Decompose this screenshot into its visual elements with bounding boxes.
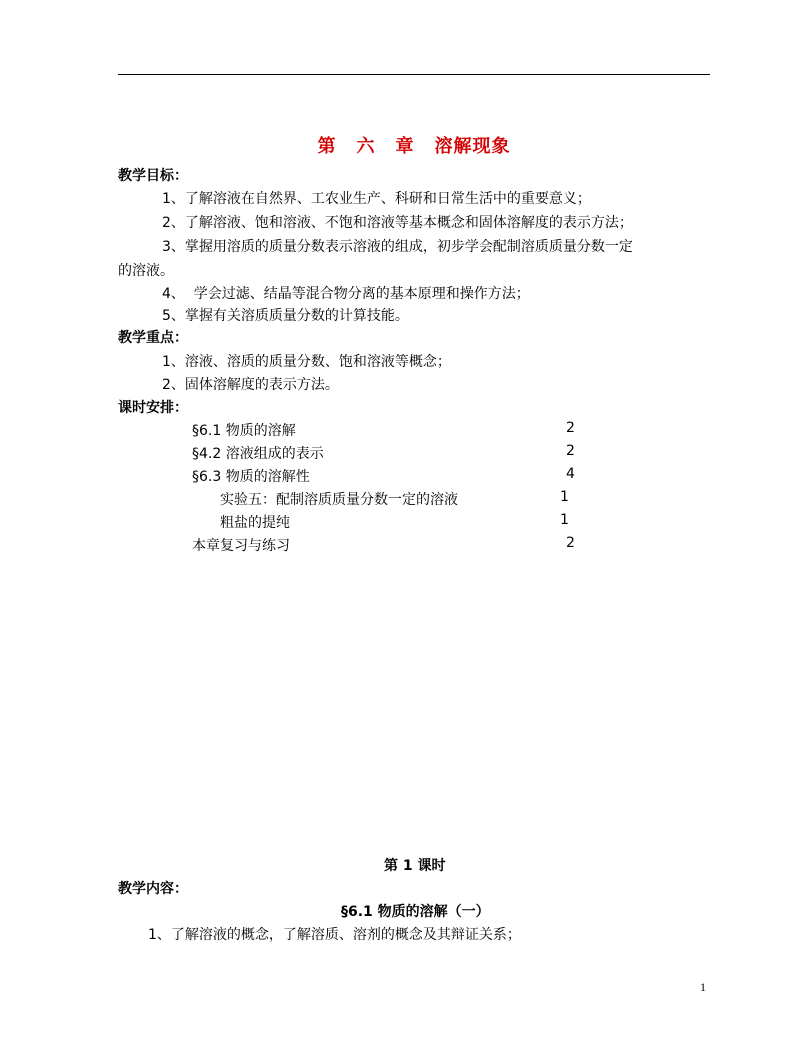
chapter-title-part-2: 六 <box>356 136 376 157</box>
page-number: 1 <box>700 980 706 994</box>
schedule-row-label: §4.2 溶液组成的表示 <box>192 446 324 462</box>
key-point-item: 2、固体溶解度的表示方法。 <box>162 377 339 393</box>
schedule-row-hours: 4 <box>566 466 575 482</box>
schedule-row-hours: 2 <box>566 420 575 436</box>
schedule-row-label: 实验五：配制溶质质量分数一定的溶液 <box>220 492 458 508</box>
key-points-heading: 教学重点： <box>118 330 188 346</box>
objective-item: 1、了解溶液在自然界、工农业生产、科研和日常生活中的重要意义； <box>162 191 591 207</box>
lesson-item: 1、了解溶液的概念，了解溶质、溶剂的概念及其辩证关系； <box>148 927 521 943</box>
objective-item: 3、掌握用溶质的质量分数表示溶液的组成，初步学会配制溶质质量分数一定 <box>162 239 633 255</box>
schedule-row-hours: 2 <box>566 443 575 459</box>
schedule-row-label: 粗盐的提纯 <box>220 515 290 531</box>
schedule-row-label: §6.3 物质的溶解性 <box>192 469 310 485</box>
header-rule <box>118 74 710 75</box>
chapter-title-part-1: 第 <box>317 136 337 157</box>
chapter-title <box>0 132 788 158</box>
schedule-row-hours: 1 <box>560 512 569 528</box>
objective-item-continuation: 的溶液。 <box>118 263 174 279</box>
schedule-row-hours: 1 <box>560 489 569 505</box>
objective-item: 2、了解溶液、饱和溶液、不饱和溶液等基本概念和固体溶解度的表示方法； <box>162 215 633 231</box>
schedule-heading: 课时安排： <box>118 400 188 416</box>
schedule-row-hours: 2 <box>566 535 575 551</box>
objective-item: 4、 学会过滤、结晶等混合物分离的基本原理和操作方法； <box>162 286 530 302</box>
key-point-item: 1、溶液、溶质的质量分数、饱和溶液等概念； <box>162 354 451 370</box>
lesson-heading: 第 1 课时 <box>384 858 446 874</box>
schedule-row-label: §6.1 物质的溶解 <box>192 423 296 439</box>
chapter-title-part-4: 溶解现象 <box>434 136 511 157</box>
lesson-content-heading: 教学内容： <box>118 881 188 897</box>
chapter-title-part-3: 章 <box>395 136 415 157</box>
schedule-row-label: 本章复习与练习 <box>192 538 290 554</box>
objective-item: 5、掌握有关溶质质量分数的计算技能。 <box>162 308 409 324</box>
objectives-heading: 教学目标： <box>118 168 188 184</box>
section-title: §6.1 物质的溶解（一） <box>341 904 490 920</box>
